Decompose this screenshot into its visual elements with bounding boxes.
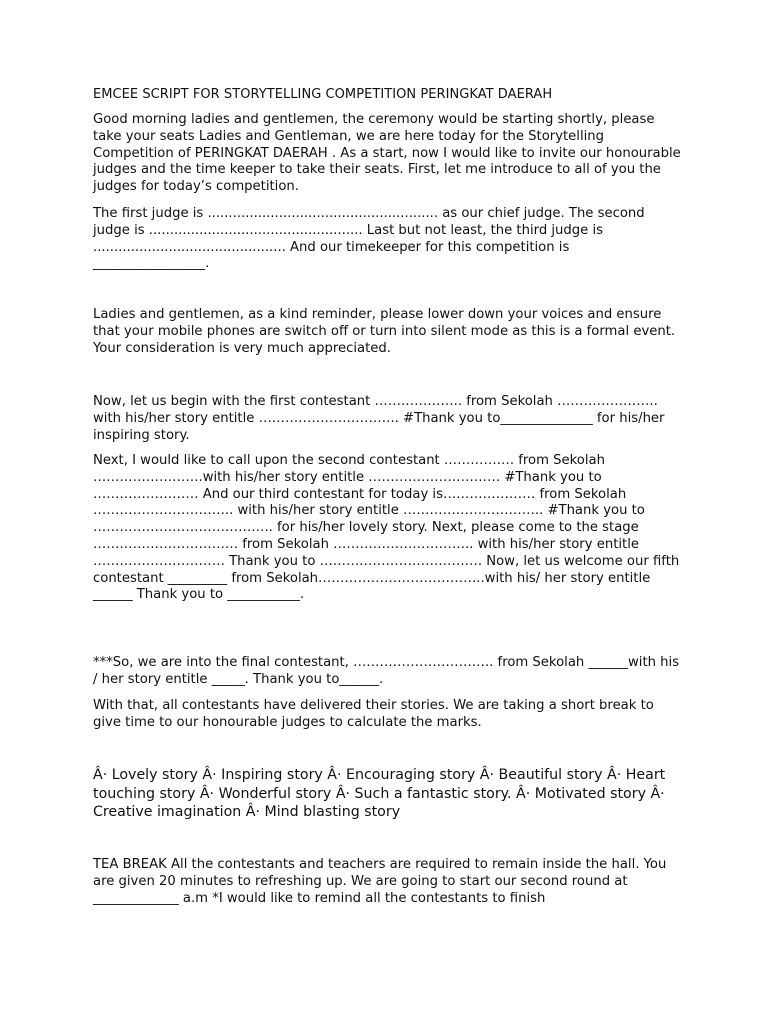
paragraph-next-contestants: Next, I would like to call upon the second contestant ……………. from Sekolah …………………….with his/her story entitle ………………………… #Thank you to …………………… And our third contestant for today is………………… from Sekolah ………………………….. with his/her story entitle ………………………….. #Thank you to ………………………………….. for his/her lovely story. Next, please come to the stage …………………………… from Sekolah ………………………….. with his/her story entitle ………………………… Thank you to ………………………………. Now, let us welcome our fifth contestant _________ from Sekolah………………………………..with his/ her story entitle ______ Thank you to ___________. [93, 453, 680, 603]
paragraph-welcome: Good morning ladies and gentlemen, the ceremony would be starting shortly, please take your seats Ladies and Gentleman, we are here today for the Storytelling Competition of PERINGKAT DAERAH . As a start, now I would like to invite our honourable judges and the time keeper to take their seats. First, let me introduce to all of you the judges for today’s competition. [93, 112, 681, 195]
paragraph-break: With that, all contestants have delivered their stories. We are taking a short break to give time to our honourable judges to calculate the marks. [93, 698, 654, 730]
paragraph-final-contestant: ***So, we are into the final contestant, ………………………….. from Sekolah ______with his / her story entitle _____. Thank you to______. [93, 655, 680, 687]
document-title: EMCEE SCRIPT FOR STORYTELLING COMPETITION PERINGKAT DAERAH [93, 87, 553, 102]
paragraph-first-contestant: Now, let us begin with the first contestant ……………….. from Sekolah ………………….. with his/her story entitle ………………………….. #Thank you to______________ for his/her inspiring story. [93, 394, 665, 443]
paragraph-judges: The first judge is ....................................................... as our chief judge. The second judge is ................................................... Last but not least, the third judge is .............................................. And our timekeeper for this competition is _________________. [93, 206, 645, 272]
paragraph-tea-break: TEA BREAK All the contestants and teachers are required to remain inside the hall. You are given 20 minutes to refreshing up. We are going to start our second round at _____________ a.m *I would like to remind all the contestants to finish [93, 857, 667, 906]
paragraph-reminder: Ladies and gentlemen, as a kind reminder, please lower down your voices and ensure that your mobile phones are switch off or turn into silent mode as this is a formal event. Your consideration is very much appreciated. [93, 307, 676, 356]
paragraph-story-phrases: Â· Lovely story Â· Inspiring story Â· Encouraging story Â· Beautiful story Â· Heart touching story Â· Wonderful story Â· Such a fantastic story. Â· Motivated story Â· Creative imagination Â· Mind blasting story [93, 767, 666, 821]
